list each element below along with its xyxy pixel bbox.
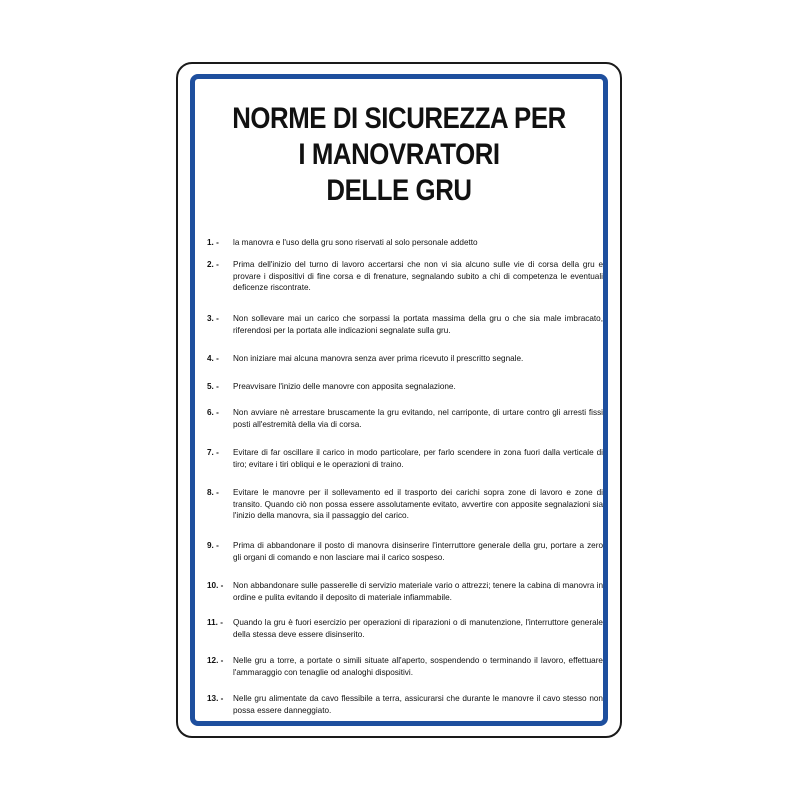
rule-number: 5. - (207, 382, 219, 391)
sign-frame (190, 74, 608, 726)
rule-text: Non sollevare mai un carico che sorpassi la portata massima della gru o che sia male imbracato, riferendosi per la portata alle indicazioni segnalate sulla gru. (233, 314, 603, 335)
rule-number: 10. - (207, 581, 224, 590)
rule-item (207, 580, 603, 603)
rule-item (207, 353, 603, 365)
rule-text: Non iniziare mai alcuna manovra senza aver prima ricevuto il prescritto segnale. (233, 354, 524, 363)
rule-number: 13. - (207, 694, 224, 703)
rule-text: Prima dell'inizio del turno di lavoro accertarsi che non vi sia alcuno sulle vie di corsa della gru e provare i dispositivi di fine corsa e di frenature, segnalando subito a chi di competenza le eventuali deficenze riscontrate. (233, 260, 603, 292)
rule-item (207, 407, 603, 430)
rule-number: 1. - (207, 238, 219, 247)
rule-number: 8. - (207, 488, 219, 497)
rule-text: Prima di abbandonare il posto di manovra disinserire l'interruttore generale della gru, portare a zero gli organi di comando e non lasciare mai il carico sospeso. (233, 541, 603, 562)
rule-text: Non abbandonare sulle passerelle di servizio materiale vario o attrezzi; tenere la cabina di manovra in ordine e pulita evitando il deposito di materiale infiammabile. (233, 581, 603, 602)
safety-sign (176, 62, 622, 738)
rule-number: 3. - (207, 314, 219, 323)
rule-item (207, 381, 603, 393)
rule-text: Nelle gru alimentate da cavo flessibile a terra, assicurarsi che durante le manovre il cavo stesso non possa essere danneggiato. (233, 694, 603, 715)
rule-text: Quando la gru è fuori esercizio per operazioni di riparazioni o di manutenzione, l'interruttore generale della stessa deve essere disinserito. (233, 618, 603, 639)
rule-number: 7. - (207, 448, 219, 457)
title-line-2: I MANOVRATORI (298, 138, 500, 171)
title-line-1: NORME DI SICUREZZA PER (232, 102, 566, 135)
rule-number: 4. - (207, 354, 219, 363)
rule-text: Evitare le manovre per il sollevamento ed il trasporto dei carichi sopra zone di lavoro e zone di transito. Quando ciò non possa essere assolutamente evitato, avvertire con apposite segnalazioni sia l'inizio della manovra, sia il passaggio del carico. (233, 488, 603, 520)
rule-item (207, 617, 603, 640)
rule-item (207, 313, 603, 336)
rule-item (207, 259, 603, 294)
rule-text: Preavvisare l'inizio delle manovre con apposita segnalazione. (233, 382, 456, 391)
title-line-3: DELLE GRU (326, 174, 472, 207)
rule-text: Non avviare nè arrestare bruscamente la gru evitando, nel carriponte, di urtare contro gli arresti fissi posti all'estremità della via di corsa. (233, 408, 603, 429)
rule-number: 2. - (207, 260, 219, 269)
rule-item (207, 447, 603, 470)
rule-item (207, 693, 603, 716)
rule-item (207, 655, 603, 678)
rule-item (207, 487, 603, 522)
rule-item (207, 237, 603, 249)
rule-number: 9. - (207, 541, 219, 550)
rule-item (207, 540, 603, 563)
rule-number: 11. - (207, 618, 223, 627)
rule-text: Evitare di far oscillare il carico in modo particolare, per farlo scendere in zona fuori dalla verticale di tiro; evitare i tiri obliqui e le operazioni di traino. (233, 448, 603, 469)
sign-title (224, 101, 575, 209)
rule-text: Nelle gru a torre, a portate o simili situate all'aperto, sospendendo o terminando il lavoro, effettuare l'ammaraggio con tenaglie od analoghi dispositivi. (233, 656, 603, 677)
rule-number: 12. - (207, 656, 224, 665)
rule-text: la manovra e l'uso della gru sono riservati al solo personale addetto (233, 238, 478, 247)
rule-number: 6. - (207, 408, 219, 417)
